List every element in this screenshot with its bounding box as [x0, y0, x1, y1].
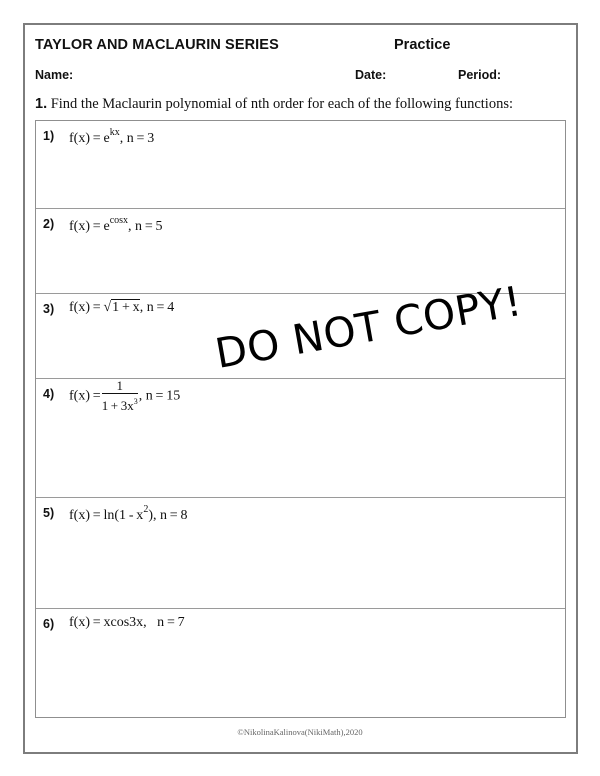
problem-expression: $f(x) = e^{kx}$, n = 3 — [69, 127, 155, 146]
instruction-number: 1. — [35, 96, 48, 112]
problem-number: 1) — [43, 129, 55, 143]
problem-number: 6) — [43, 617, 55, 631]
instruction-text: Find the Maclaurin polynomial of nth order for each of the following functions: — [50, 96, 513, 112]
problem-expression: f(x) = $\frac{1}{1 + 3x^3}$ , n = 15 — [69, 378, 181, 413]
instruction — [35, 96, 513, 113]
problem-expression: f(x) = √1 + x, n = 4 — [69, 300, 175, 315]
worksheet-title: TAYLOR AND MACLAURIN SERIES — [35, 37, 279, 53]
copyright-footer: ©NikolinaKalinova(NikiMath),2020 — [237, 727, 363, 737]
problem-expression: $f(x) = \ln(1 - x^2)$, n = 8 — [69, 504, 188, 523]
problem-number: 4) — [43, 387, 55, 401]
problem-number: 5) — [43, 506, 55, 520]
problem-expression: f(x) = xcos3x, n = 7 — [69, 615, 185, 630]
problem-number: 2) — [43, 217, 55, 231]
period-label: Period: — [458, 68, 502, 82]
watermark: DO NOT COPY! — [211, 276, 526, 378]
problem-number: 3) — [43, 302, 55, 316]
problem-row-6 — [36, 609, 565, 717]
fraction: $\frac{1}{1 + 3x^3}$ — [101, 378, 138, 413]
problems-box — [35, 120, 566, 718]
problem-row-1 — [36, 121, 565, 209]
problem-row-4 — [36, 379, 565, 498]
problem-expression: $f(x) = e^{cosx}$, n = 5 — [69, 215, 163, 234]
problem-row-5 — [36, 498, 565, 609]
worksheet-subtitle: Practice — [394, 37, 451, 53]
name-label: Name: — [35, 68, 74, 82]
date-label: Date: — [355, 68, 387, 82]
